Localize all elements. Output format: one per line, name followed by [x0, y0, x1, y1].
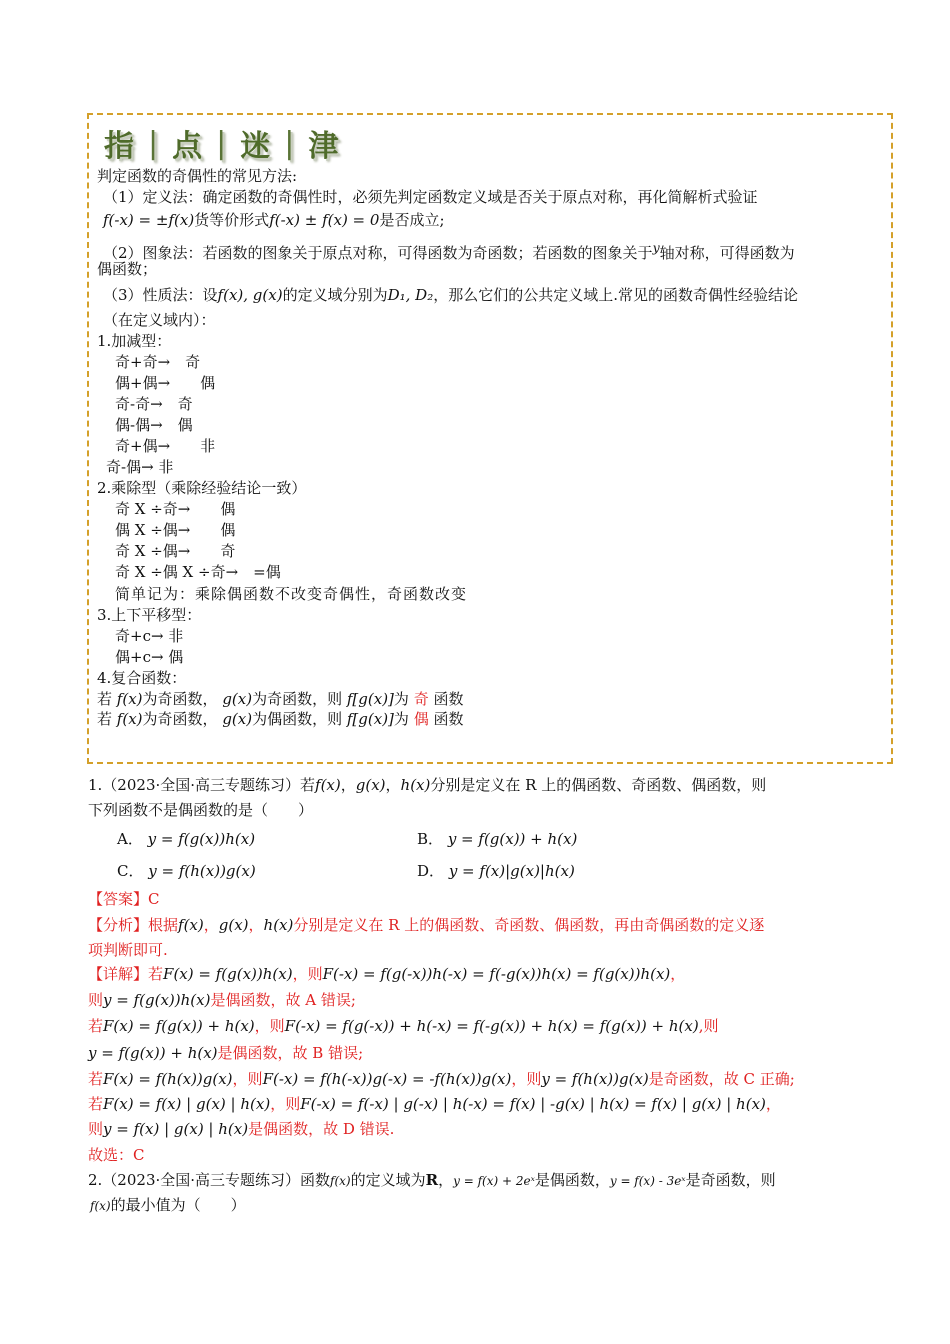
section-1-title: 1.加减型： — [97, 332, 172, 350]
q2-stem-line-2 — [90, 1195, 246, 1216]
list-item: 奇-奇→ 奇 — [115, 395, 193, 413]
formula: y = f(x) | g(x) | h(x) — [103, 1120, 249, 1138]
list-item: 奇 X ÷奇→ 偶 — [115, 500, 236, 518]
formula: g(x) — [222, 690, 253, 708]
formula: F(-x) = f(-x) | g(-x) | h(-x) = f(x) | -g(x) | h(x) = f(x) | g(x) | h(x) — [300, 1095, 766, 1113]
text: ， — [203, 916, 219, 934]
banner-sep: | — [148, 125, 161, 161]
q1-option-a[interactable] — [117, 828, 255, 850]
text: ，则 — [270, 1095, 301, 1113]
q2-stem-line-1 — [88, 1170, 776, 1191]
set-symbol: R — [425, 1171, 439, 1189]
method-1-line-a: （1）定义法：确定函数的奇偶性时，必须先判定函数定义域是否关于原点对称，再化简解析式验证 — [103, 188, 758, 206]
analysis-tag: 【分析】 — [88, 916, 149, 934]
text: 是奇函数，则 — [685, 1171, 776, 1189]
formula: g(x) — [355, 776, 386, 794]
text: 为偶函数，则 — [252, 710, 343, 728]
text: 若 — [88, 1095, 104, 1113]
formula: y = f(g(x))h(x) — [147, 830, 256, 848]
text: 是偶函数，故 B 错误; — [217, 1044, 364, 1062]
method-1-line-b — [103, 210, 445, 230]
composite-rule-1 — [97, 689, 464, 709]
text: 的定义域分别为 — [282, 286, 388, 304]
formula: F(-x) = f(h(-x))g(-x) = -f(h(x))g(x) — [262, 1070, 512, 1088]
list-item: 奇+偶→ 非 — [115, 437, 216, 455]
list-item: 奇 X ÷偶 X ÷奇→ =偶 — [115, 563, 281, 581]
text: 1.（2023·全国·高三专题练习）若 — [88, 776, 316, 794]
q1-detail-line-3 — [88, 1016, 718, 1036]
tips-intro: 判定函数的奇偶性的常见方法: — [97, 167, 298, 185]
q1-option-d[interactable] — [417, 860, 575, 882]
option-label: C． — [117, 862, 144, 880]
banner-sep: | — [284, 125, 297, 161]
formula: F(-x) = f(g(-x)) + h(-x) = f(-g(x)) + h(x) = f(g(x)) + h(x) — [284, 1017, 699, 1035]
formula: F(-x) = f(g(-x))h(-x) = f(-g(x))h(x) = f(g(x))h(x) — [322, 965, 671, 983]
formula: y = f(x) + 2eˣ — [453, 1174, 535, 1188]
q1-option-c[interactable] — [117, 860, 256, 882]
list-item: 偶+c→ 偶 — [115, 648, 184, 666]
text: ，则 — [232, 1070, 263, 1088]
composite-rule-2 — [97, 709, 464, 729]
formula: f(-x) ± f(x) = 0 — [269, 211, 380, 229]
formula: g(x) — [222, 710, 253, 728]
text: 为 — [393, 710, 409, 728]
text: ， — [765, 1095, 781, 1113]
list-item: 偶+偶→ 偶 — [115, 374, 216, 392]
q1-final-answer — [88, 1145, 145, 1165]
text: 则 — [88, 991, 104, 1009]
method-3-line-a — [103, 285, 798, 305]
formula: F(x) = f(h(x))g(x) — [103, 1070, 233, 1088]
text: 轴对称，可得函数为 — [659, 244, 795, 262]
text: （3）性质法：设 — [103, 286, 218, 304]
q1-detail-line-1 — [88, 964, 685, 984]
formula: y — [652, 240, 660, 255]
banner-sep: | — [216, 125, 229, 161]
banner-char-4: 津 — [308, 129, 341, 164]
q1-detail-line-2 — [88, 990, 356, 1010]
q1-detail-line-4 — [88, 1043, 363, 1063]
text: ， — [385, 776, 401, 794]
formula: F(x) = f(x) | g(x) | h(x) — [103, 1095, 271, 1113]
option-label: A． — [117, 830, 143, 848]
formula: F(x) = f(g(x))h(x) — [163, 965, 293, 983]
text: 是偶函数，故 D 错误. — [248, 1120, 395, 1138]
q1-detail-line-7 — [88, 1119, 394, 1139]
q1-detail-line-6 — [88, 1094, 781, 1114]
banner-char-2: 点 — [172, 129, 205, 164]
text: ，则 — [254, 1017, 285, 1035]
text: 函数 — [433, 690, 464, 708]
text: 的最小值为（ ） — [110, 1196, 246, 1214]
list-item: 奇-偶→ 非 — [106, 458, 174, 476]
text: 为奇函数， — [142, 690, 218, 708]
method-2-line-a — [103, 238, 795, 263]
text: 2.（2023·全国·高三专题练习）函数 — [88, 1171, 331, 1189]
banner-char-3: 迷 — [240, 129, 273, 164]
formula: y = f(g(x))h(x) — [103, 991, 211, 1009]
text: 货等价形式 — [194, 211, 270, 229]
list-item: 偶 X ÷偶→ 偶 — [115, 521, 236, 539]
text: ， — [340, 776, 356, 794]
text: 若 — [97, 690, 113, 708]
list-item: 偶-偶→ 偶 — [115, 416, 193, 434]
formula: g(x) — [218, 916, 249, 934]
section-2-title: 2.乘除型（乘除经验结论一致） — [97, 479, 307, 497]
method-3-line-b: （在定义域内）： — [103, 311, 216, 329]
formula: F(x) = f(g(x)) + h(x) — [103, 1017, 255, 1035]
section-2-note: 简单记为：乘除偶函数不改变奇偶性，奇函数改变 — [115, 585, 468, 603]
text: ，则 — [511, 1070, 542, 1088]
formula: y = f(g(x)) + h(x) — [88, 1044, 218, 1062]
formula: y = f(x)|g(x)|h(x) — [448, 862, 575, 880]
q1-detail-line-5 — [88, 1069, 795, 1089]
formula: y = f(g(x)) + h(x) — [447, 830, 578, 848]
section-4-title: 4.复合函数： — [97, 669, 187, 687]
text: ，那么它们的公共定义域上.常见的函数奇偶性经验结论 — [433, 286, 798, 304]
formula: f(x) — [116, 690, 143, 708]
text: 是偶函数， — [534, 1171, 610, 1189]
text: 分别是定义在 R 上的偶函数、奇函数、偶函数，则 — [430, 776, 767, 794]
formula: y = f(h(x))g(x) — [148, 862, 256, 880]
text: 若 — [148, 965, 164, 983]
text: ， — [248, 916, 264, 934]
q1-stem-line-2: 下列函数不是偶函数的是（ ） — [88, 801, 314, 819]
text: 为 — [393, 690, 409, 708]
q1-analysis-line-2: 项判断即可. — [88, 941, 168, 959]
formula: f(x) — [178, 916, 204, 934]
answer-highlight: 偶 — [413, 710, 429, 728]
text: 若 — [88, 1017, 104, 1035]
q1-answer — [88, 889, 160, 909]
list-item: 奇+奇→ 奇 — [115, 353, 201, 371]
formula: y = f(x) - 3eˣ — [609, 1174, 686, 1188]
list-item: 奇+c→ 非 — [115, 627, 184, 645]
option-label: B． — [417, 830, 444, 848]
q1-option-b[interactable] — [417, 828, 577, 850]
text: 的定义域为 — [350, 1171, 426, 1189]
answer-tag: 【答案】 — [88, 890, 149, 908]
q1-stem-line-1 — [88, 775, 766, 795]
text: 是奇函数，故 C 正确; — [648, 1070, 795, 1088]
text: 是偶函数，故 A 错误; — [210, 991, 356, 1009]
text: ,则 — [698, 1017, 719, 1035]
text: 根据 — [148, 916, 179, 934]
text: 是否成立; — [379, 211, 445, 229]
option-label: D． — [417, 862, 445, 880]
formula: h(x) — [263, 916, 294, 934]
formula: f(x) — [90, 1199, 111, 1213]
text: （2）图象法：若函数的图象关于原点对称，可得函数为奇函数；若函数的图象关于 — [103, 244, 653, 262]
method-2-line-b: 偶函数； — [97, 260, 158, 278]
formula: f[g(x)] — [346, 690, 394, 708]
formula: f(x) — [116, 710, 143, 728]
formula: f(-x) = ±f(x) — [103, 211, 195, 229]
formula: D₁, D₂ — [387, 286, 434, 304]
text: ， — [670, 965, 686, 983]
formula: h(x) — [400, 776, 431, 794]
formula: f(x) — [330, 1174, 351, 1188]
banner-char-1: 指 — [104, 129, 136, 164]
list-item: 奇 X ÷偶→ 奇 — [115, 542, 236, 560]
text: 故选： — [88, 1146, 134, 1164]
q1-analysis-line-1 — [88, 915, 764, 935]
text: 若 — [88, 1070, 104, 1088]
text: 为奇函数， — [142, 710, 218, 728]
formula: f[g(x)] — [346, 710, 394, 728]
text: 则 — [88, 1120, 104, 1138]
formula: y = f(h(x))g(x) — [541, 1070, 649, 1088]
formula: f(x) — [315, 776, 341, 794]
answer-value: C — [148, 890, 160, 908]
answer-value: C — [133, 1146, 145, 1164]
text: 函数 — [433, 710, 464, 728]
detail-tag: 【详解】 — [88, 965, 149, 983]
answer-highlight: 奇 — [413, 690, 429, 708]
text: ， — [438, 1171, 454, 1189]
text: 若 — [97, 710, 113, 728]
formula: f(x), g(x) — [217, 286, 283, 304]
banner-title — [104, 122, 340, 164]
section-3-title: 3.上下平移型： — [97, 606, 202, 624]
text: ，则 — [292, 965, 323, 983]
text: 分别是定义在 R 上的偶函数、奇函数、偶函数，再由奇偶函数的定义逐 — [293, 916, 765, 934]
text: 为奇函数，则 — [252, 690, 343, 708]
